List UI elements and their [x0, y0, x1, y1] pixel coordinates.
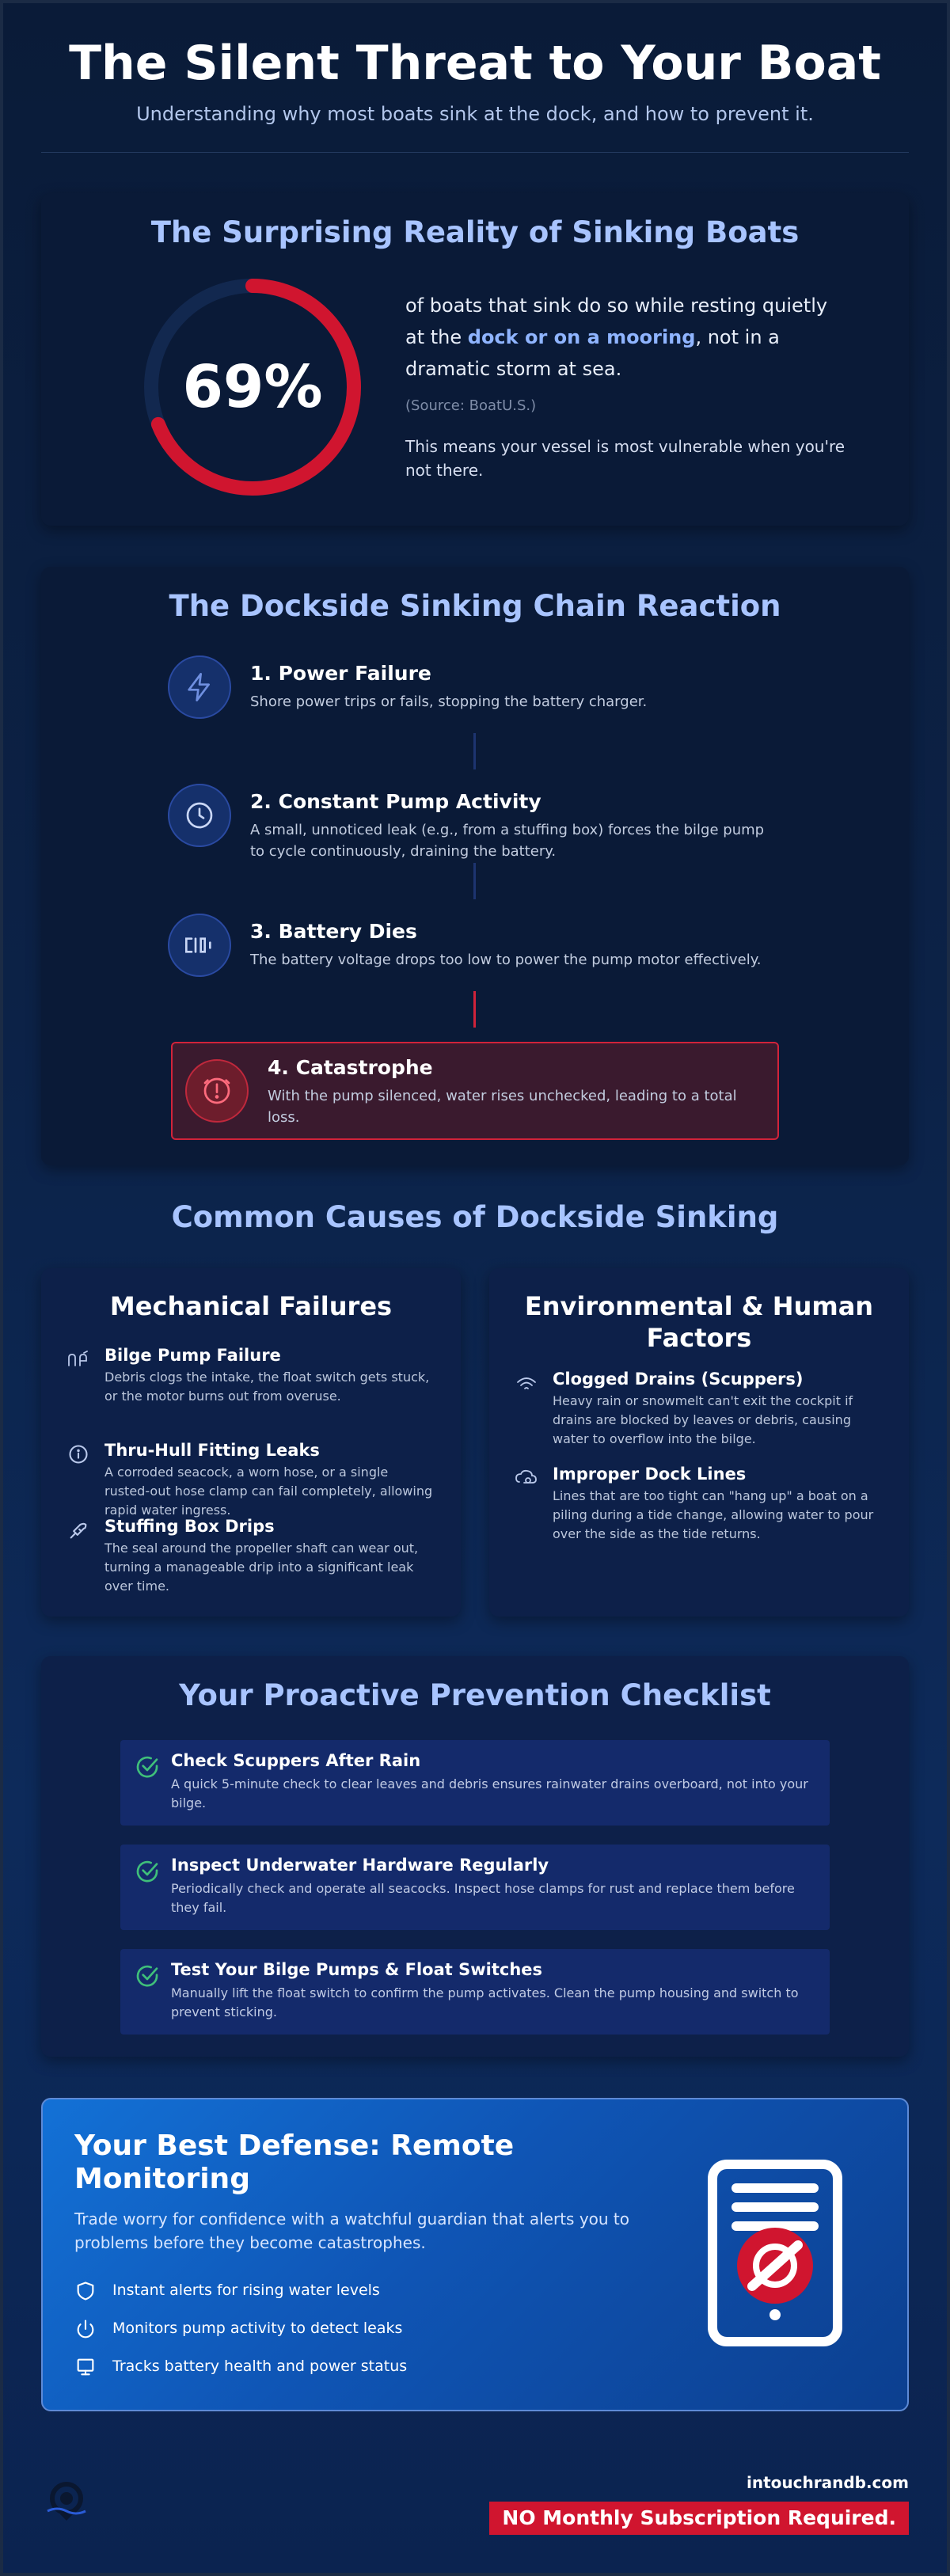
mechanical-failures-card	[41, 1268, 461, 1617]
step-title: 2. Constant Pump Activity	[250, 790, 542, 813]
pump-icon	[66, 1347, 90, 1371]
reality-text	[405, 290, 849, 482]
checklist-item	[120, 1740, 830, 1826]
feature-text: Monitors pump activity to detect leaks	[112, 2320, 403, 2337]
chain-reaction-card	[41, 567, 909, 1165]
cause-name: Thru-Hull Fitting Leaks	[104, 1441, 320, 1460]
environmental-factors-card	[489, 1268, 909, 1617]
remote-monitoring-card	[41, 2098, 909, 2411]
cause-description: Debris clogs the intake, the float switch gets stuck, or the motor burns out from overuse.	[104, 1370, 430, 1404]
checklist-item-title: Check Scuppers After Rain	[171, 1751, 421, 1770]
reality-statement	[405, 290, 849, 385]
page-subtitle: Understanding why most boats sink at the dock, and how to prevent it.	[136, 103, 814, 125]
step-description: The battery voltage drops too low to power the pump motor effectively.	[250, 952, 762, 968]
reality-note: This means your vessel is most vulnerable when you're not there.	[405, 437, 846, 480]
cause-name: Clogged Drains (Scuppers)	[553, 1370, 804, 1389]
step-title: 1. Power Failure	[250, 662, 431, 685]
cause-description: The seal around the propeller shaft can wear out, turning a manageable drip into a significant leak over time.	[104, 1541, 419, 1594]
feature-text: Instant alerts for rising water levels	[112, 2282, 380, 2299]
cause-description: Heavy rain or snowmelt can't exit the cockpit if drains are blocked by leaves or debris, causing water to overflow into the bilge.	[553, 1393, 853, 1446]
cause-description: Lines that are too tight can "hang up" a boat on a piling during a tide change, allowing water to pour over the side as the tide returns.	[553, 1488, 874, 1541]
causes-title: Common Causes of Dockside Sinking	[171, 1200, 779, 1234]
checklist-item-title: Inspect Underwater Hardware Regularly	[171, 1856, 549, 1875]
checklist-title: Your Proactive Prevention Checklist	[179, 1678, 771, 1712]
reality-title: The Surprising Reality of Sinking Boats	[150, 215, 800, 249]
lightning-icon	[168, 655, 231, 719]
clock-icon	[168, 784, 231, 847]
no-subscription-badge: NO Monthly Subscription Required.	[489, 2502, 909, 2535]
chain-connector	[473, 733, 476, 769]
rope-icon	[515, 1466, 538, 1490]
statement-start: of boats that sink do so while resting quietly at the	[405, 294, 828, 348]
power-icon	[74, 2318, 97, 2340]
feature-item	[74, 2278, 629, 2304]
statement-end: , not in a dramatic storm at sea.	[405, 326, 780, 380]
checklist-item	[120, 1949, 830, 2035]
wrench-icon	[66, 1518, 90, 1542]
feature-text: Tracks battery health and power status	[112, 2358, 408, 2375]
info-icon	[66, 1442, 90, 1466]
catastrophe-step	[171, 1042, 779, 1140]
feature-item	[74, 2316, 629, 2342]
source-citation: (Source: BoatU.S.)	[405, 397, 537, 414]
step-title: 4. Catastrophe	[268, 1056, 433, 1079]
checklist-item-description: Periodically check and operate all seacocks. Inspect hose clamps for rust and replace them before they fail.	[171, 1881, 795, 1915]
cause-description: A corroded seacock, a worn hose, or a single rusted-out hose clamp can fail completely, allowing rapid water ingress.	[104, 1465, 433, 1518]
page-header	[0, 33, 950, 125]
rain-icon	[515, 1371, 538, 1395]
page-title: The Silent Threat to Your Boat	[69, 36, 881, 91]
feature-item	[74, 2354, 629, 2380]
defense-subtitle: Trade worry for confidence with a watchful guardian that alerts you to problems before they become catastrophes.	[74, 2209, 630, 2252]
monitoring-device-icon	[708, 2160, 842, 2346]
battery-icon	[168, 914, 231, 977]
website-url[interactable]: intouchrandb.com	[747, 2473, 909, 2492]
checklist-item-description: A quick 5-minute check to clear leaves and debris ensures rainwater drains overboard, not into your bilge.	[171, 1776, 808, 1810]
checklist-item-title: Test Your Bilge Pumps & Float Switches	[171, 1960, 543, 1979]
chain-connector	[473, 863, 476, 899]
shield-icon	[74, 2280, 97, 2302]
chain-title: The Dockside Sinking Chain Reaction	[169, 589, 781, 623]
alert-icon	[185, 1059, 249, 1123]
environmental-title: Environmental & Human Factors	[524, 1291, 874, 1353]
brand-logo-icon	[44, 2476, 89, 2524]
defense-title: Your Best Defense: Remote Monitoring	[74, 2130, 515, 2195]
cause-name: Bilge Pump Failure	[104, 1346, 281, 1365]
step-description: A small, unnoticed leak (e.g., from a stuffing box) forces the bilge pump to cycle continuously, draining the battery.	[250, 822, 765, 860]
step-description: Shore power trips or fails, stopping the battery charger.	[250, 693, 648, 710]
checklist-item-description: Manually lift the float switch to confirm the pump activates. Clean the pump housing and switch to prevent sticking.	[171, 1985, 799, 2019]
chain-connector-critical	[473, 991, 476, 1028]
monitor-icon	[74, 2356, 97, 2378]
check-circle-icon	[135, 1963, 160, 1989]
statement-highlight: dock or on a mooring	[467, 326, 696, 348]
cause-name: Stuffing Box Drips	[104, 1517, 275, 1536]
percentage-value: 69%	[182, 353, 323, 421]
step-title: 3. Battery Dies	[250, 920, 417, 943]
cause-name: Improper Dock Lines	[553, 1465, 747, 1484]
reality-card	[41, 193, 909, 526]
step-description: With the pump silenced, water rises unchecked, leading to a total loss.	[268, 1088, 737, 1126]
mechanical-title: Mechanical Failures	[109, 1291, 393, 1321]
checklist-item	[120, 1845, 830, 1930]
prevention-checklist-card	[41, 1656, 909, 2057]
check-circle-icon	[135, 1859, 160, 1884]
header-divider	[41, 152, 909, 153]
check-circle-icon	[135, 1754, 160, 1780]
